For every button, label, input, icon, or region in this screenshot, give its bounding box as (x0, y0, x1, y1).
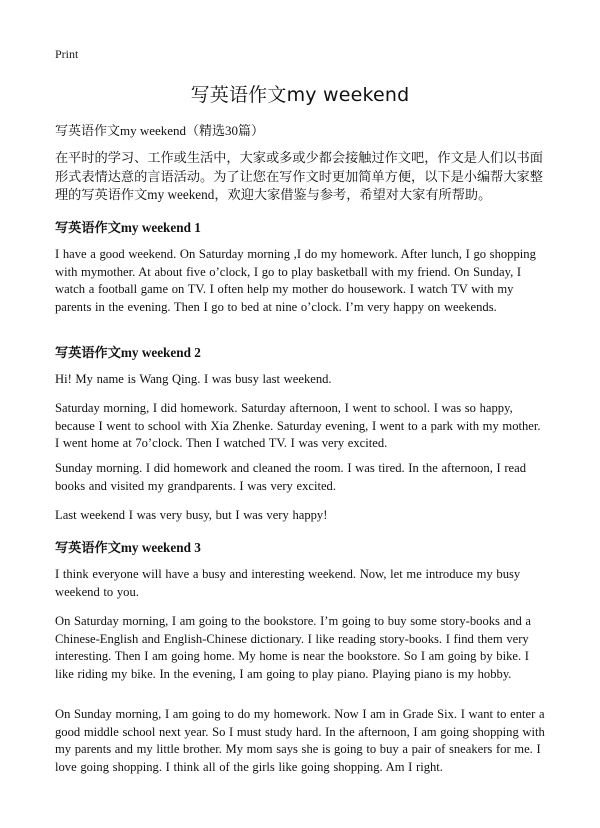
section-heading-3: 写英语作文my weekend 3 (55, 540, 201, 555)
section-2-paragraph-2: Saturday morning, I did homework. Saturday afternoon, I went to school. I was so happy, because I went to school with Xia Zhenke. Saturday evening, I went to a park with my mother. I went home at 7o’clock. Then I watched TV. I was very excited. (55, 401, 541, 451)
section-2-paragraph-4: Last weekend I was very busy, but I was very happy! (55, 508, 328, 522)
page-subtitle: 写英语作文my weekend（精选30篇） (55, 123, 265, 138)
intro-paragraph: 在平时的学习、工作或生活中，大家或多或少都会接触过作文吧，作文是人们以书面形式表情达意的言语活动。为了让您在写作文时更加简单方便，以下是小编帮大家整理的写英语作文my weekend，欢迎大家借鉴与参考，希望对大家有所帮助。 (55, 150, 543, 202)
section-2-paragraph-3: Sunday morning. I did homework and cleaned the room. I was tired. In the afternoon, I read books and visited my grandparents. I was very excited. (55, 461, 527, 493)
page-title: 写英语作文my weekend (190, 84, 410, 106)
section-3-paragraph-2: On Saturday morning, I am going to the bookstore. I’m going to buy some story-books and a Chinese-English and English-Chinese dictionary. I like reading story-books. I find them very interesting. Then I am going home. My home is near the bookstore. So I am going by bike. I like riding my bike. In the evening, I am going to play piano. Playing piano is my hobby. (55, 614, 532, 681)
section-heading-1: 写英语作文my weekend 1 (55, 220, 201, 235)
section-heading-2: 写英语作文my weekend 2 (55, 345, 201, 360)
section-1-paragraph-1: I have a good weekend. On Saturday morning ,I do my homework. After lunch, I go shopping with mymother. At about five o’clock, I go to play basketball with my friend. On Sunday, I watch a football game on TV. I often help my mother do housework. I watch TV with my parents in the evening. Then I go to bed at nine o’clock. I’m very happy on weekends. (55, 247, 536, 314)
section-3-paragraph-1: I think everyone will have a busy and interesting weekend. Now, let me introduce my busy weekend to you. (55, 567, 521, 599)
section-3-paragraph-3: On Sunday morning, I am going to do my homework. Now I am in Grade Six. I want to enter a good middle school next year. So I must study hard. In the afternoon, I am going shopping with my parents and my little brother. My mom says she is going to buy a pair of sneakers for me. I love going shopping. I think all of the girls like going shopping. Am I right. (55, 707, 545, 774)
section-2-paragraph-1: Hi! My name is Wang Qing. I was busy last weekend. (55, 372, 332, 386)
print-link[interactable]: Print (55, 47, 79, 61)
